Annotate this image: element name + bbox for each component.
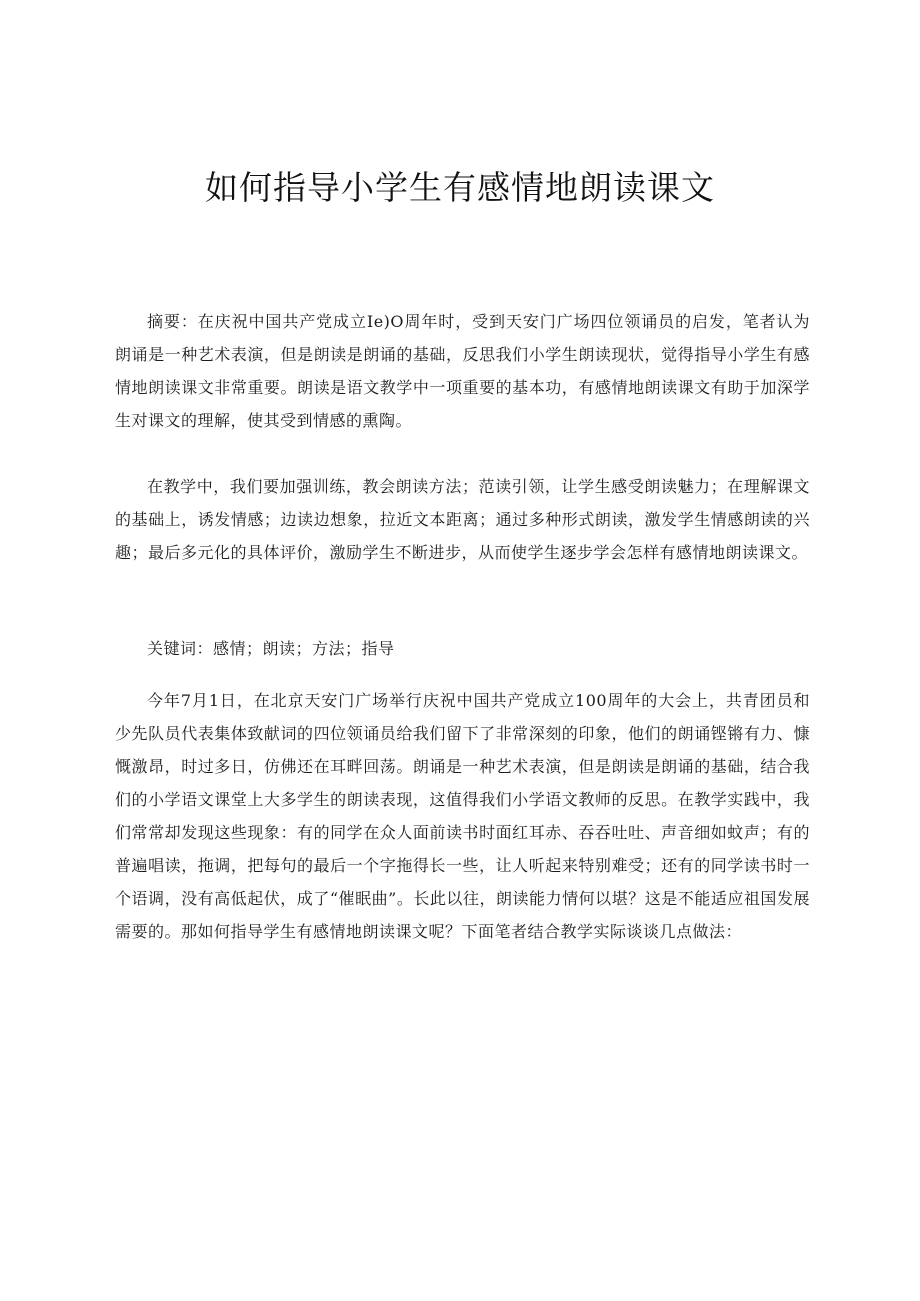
abstract-paragraph: 摘要：在庆祝中国共产党成立Ie)O周年时，受到天安门广场四位领诵员的启发，笔者认为朗诵是一种艺术表演，但是朗读是朗诵的基础，反思我们小学生朗读现状，觉得指导小学生有感情地朗读课文非常重要。朗读是语文教学中一项重要的基本功，有感情地朗读课文有助于加深学生对课文的理解，使其受到情感的熏陶。 <box>115 312 810 430</box>
intro-paragraph: 今年7月1日，在北京天安门广场举行庆祝中国共产党成立100周年的大会上，共青团员和少先队员代表集体致献词的四位领诵员给我们留下了非常深刻的印象，他们的朗诵铿锵有力、慷慨激昂，时过多日，仿佛还在耳畔回荡。朗诵是一种艺术表演，但是朗读是朗诵的基础，结合我们的小学语文课堂上大多学生的朗读表现，这值得我们小学语文教师的反思。在教学实践中，我们常常却发现这些现象：有的同学在众人面前读书时面红耳赤、吞吞吐吐、声音细如蚊声；有的普遍唱读，拖调，把每句的最后一个字拖得长一些，让人听起来特别难受；还有的同学读书时一个语调，没有高低起伏，成了“催眠曲”。长此以往，朗读能力情何以堪？这是不能适应祖国发展需要的。那如何指导学生有感情地朗读课文呢？下面笔者结合教学实际谈谈几点做法： <box>115 691 810 941</box>
keywords-line: 关键词：感情；朗读；方法；指导 <box>147 639 395 658</box>
document-title: 如何指导小学生有感情地朗读课文 <box>205 168 715 207</box>
methods-paragraph: 在教学中，我们要加强训练，教会朗读方法；范读引领，让学生感受朗读魅力；在理解课文的基础上，诱发情感；边读边想象，拉近文本距离；通过多种形式朗读，激发学生情感朗读的兴趣；最后多元化的具体评价，激励学生不断进步，从而使学生逐步学会怎样有感情地朗读课文。 <box>115 477 810 562</box>
